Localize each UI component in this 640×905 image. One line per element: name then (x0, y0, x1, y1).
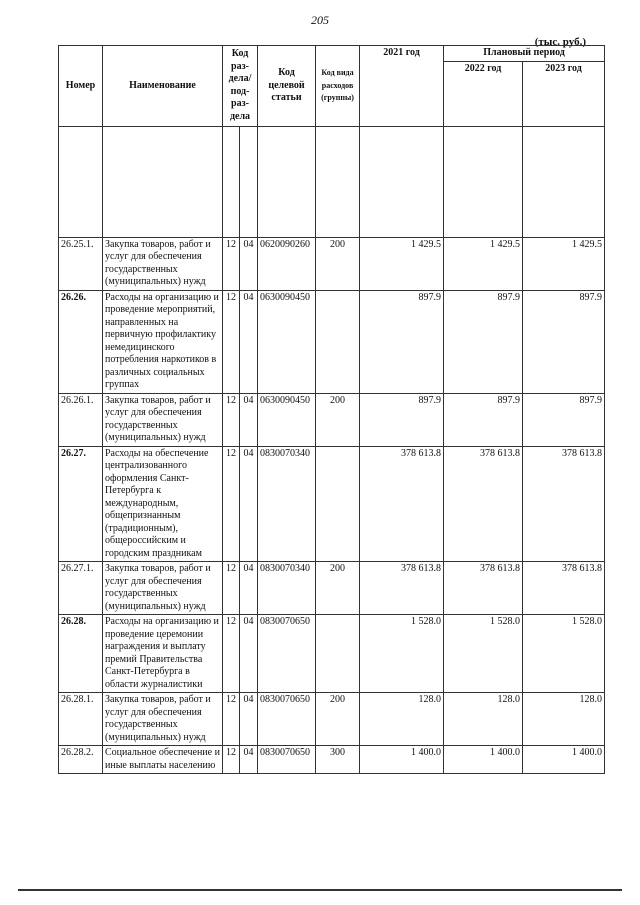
row-section: 12 (223, 290, 240, 393)
row-number: 26.26.1. (59, 393, 103, 446)
row-number: 26.27.1. (59, 562, 103, 615)
header-planning-period: Плановый период (444, 46, 605, 62)
row-value-2021: 378 613.8 (360, 562, 444, 615)
row-number: 26.26. (59, 290, 103, 393)
header-2023: 2023 год (523, 61, 605, 126)
row-section: 12 (223, 746, 240, 774)
row-section: 12 (223, 393, 240, 446)
row-subsection: 04 (240, 693, 258, 746)
row-number: 26.28. (59, 615, 103, 693)
table-row (59, 615, 605, 693)
table-body (59, 237, 605, 774)
row-value-2023: 378 613.8 (523, 446, 605, 562)
header-2022: 2022 год (444, 61, 523, 126)
row-value-2022: 378 613.8 (444, 562, 523, 615)
row-target-code: 0830070340 (258, 562, 316, 615)
row-value-2022: 1 528.0 (444, 615, 523, 693)
row-value-2021: 897.9 (360, 290, 444, 393)
table-row (59, 693, 605, 746)
row-expense-type: 300 (316, 746, 360, 774)
budget-table (58, 45, 605, 774)
row-value-2023: 897.9 (523, 290, 605, 393)
units-label: (тыс. руб.) (534, 36, 586, 48)
row-section: 12 (223, 237, 240, 290)
header-number: Номер (59, 46, 103, 127)
row-subsection: 04 (240, 562, 258, 615)
row-expense-type (316, 290, 360, 393)
table-row (59, 446, 605, 562)
row-value-2021: 1 429.5 (360, 237, 444, 290)
row-subsection: 04 (240, 237, 258, 290)
row-value-2021: 1 400.0 (360, 746, 444, 774)
table-row (59, 746, 605, 774)
row-target-code: 0830070340 (258, 446, 316, 562)
row-target-code: 0830070650 (258, 615, 316, 693)
row-value-2022: 1 429.5 (444, 237, 523, 290)
table-row (59, 393, 605, 446)
page-number: 205 (311, 13, 329, 27)
row-name: Расходы на организацию и проведение мероприятий, направленных на первичную профилактику немедицинского потребления наркотиков в различных социальных группах (103, 290, 223, 393)
row-value-2022: 897.9 (444, 290, 523, 393)
row-section: 12 (223, 693, 240, 746)
row-name: Закупка товаров, работ и услуг для обеспечения государственных (муниципальных) нужд (103, 693, 223, 746)
table-row (59, 562, 605, 615)
row-name: Расходы на обеспечение централизованного оформления Санкт-Петербурга к международным, общепризнанным (традиционным), общероссийским и городским праздникам (103, 446, 223, 562)
header-name: Наименование (103, 46, 223, 127)
header-expense-type: Код вида расходов (группы) (316, 46, 360, 127)
row-subsection: 04 (240, 615, 258, 693)
row-target-code: 0620090260 (258, 237, 316, 290)
row-target-code: 0830070650 (258, 693, 316, 746)
table-row (59, 290, 605, 393)
row-target-code: 0630090450 (258, 290, 316, 393)
header-spacer-row (59, 126, 605, 237)
row-value-2022: 1 400.0 (444, 746, 523, 774)
row-value-2022: 897.9 (444, 393, 523, 446)
row-subsection: 04 (240, 746, 258, 774)
header-2021: 2021 год (360, 46, 444, 127)
row-value-2023: 1 429.5 (523, 237, 605, 290)
row-number: 26.25.1. (59, 237, 103, 290)
row-expense-type: 200 (316, 237, 360, 290)
row-value-2023: 897.9 (523, 393, 605, 446)
row-number: 26.27. (59, 446, 103, 562)
row-number: 26.28.2. (59, 746, 103, 774)
row-name: Закупка товаров, работ и услуг для обеспечения государственных (муниципальных) нужд (103, 562, 223, 615)
row-value-2021: 897.9 (360, 393, 444, 446)
row-subsection: 04 (240, 393, 258, 446)
header-section: Код раз-дела/ под-раз-дела (223, 46, 258, 127)
row-expense-type: 200 (316, 562, 360, 615)
row-name: Расходы на организацию и проведение церемонии награждения и выплату премий Правительства Санкт-Петербурга в области журналистики (103, 615, 223, 693)
row-value-2023: 1 400.0 (523, 746, 605, 774)
row-value-2021: 378 613.8 (360, 446, 444, 562)
row-section: 12 (223, 446, 240, 562)
row-target-code: 0830070650 (258, 746, 316, 774)
row-value-2022: 378 613.8 (444, 446, 523, 562)
row-name: Закупка товаров, работ и услуг для обеспечения государственных (муниципальных) нужд (103, 393, 223, 446)
row-expense-type (316, 446, 360, 562)
row-subsection: 04 (240, 446, 258, 562)
row-subsection: 04 (240, 290, 258, 393)
footer-divider (18, 889, 622, 891)
table-row (59, 237, 605, 290)
row-expense-type: 200 (316, 393, 360, 446)
row-value-2022: 128.0 (444, 693, 523, 746)
row-value-2023: 378 613.8 (523, 562, 605, 615)
row-expense-type: 200 (316, 693, 360, 746)
row-section: 12 (223, 562, 240, 615)
row-value-2021: 128.0 (360, 693, 444, 746)
row-expense-type (316, 615, 360, 693)
row-value-2023: 128.0 (523, 693, 605, 746)
header-target: Код целевой статьи (258, 46, 316, 127)
row-value-2023: 1 528.0 (523, 615, 605, 693)
row-number: 26.28.1. (59, 693, 103, 746)
row-value-2021: 1 528.0 (360, 615, 444, 693)
row-section: 12 (223, 615, 240, 693)
row-name: Социальное обеспечение и иные выплаты населению (103, 746, 223, 774)
row-target-code: 0630090450 (258, 393, 316, 446)
row-name: Закупка товаров, работ и услуг для обеспечения государственных (муниципальных) нужд (103, 237, 223, 290)
